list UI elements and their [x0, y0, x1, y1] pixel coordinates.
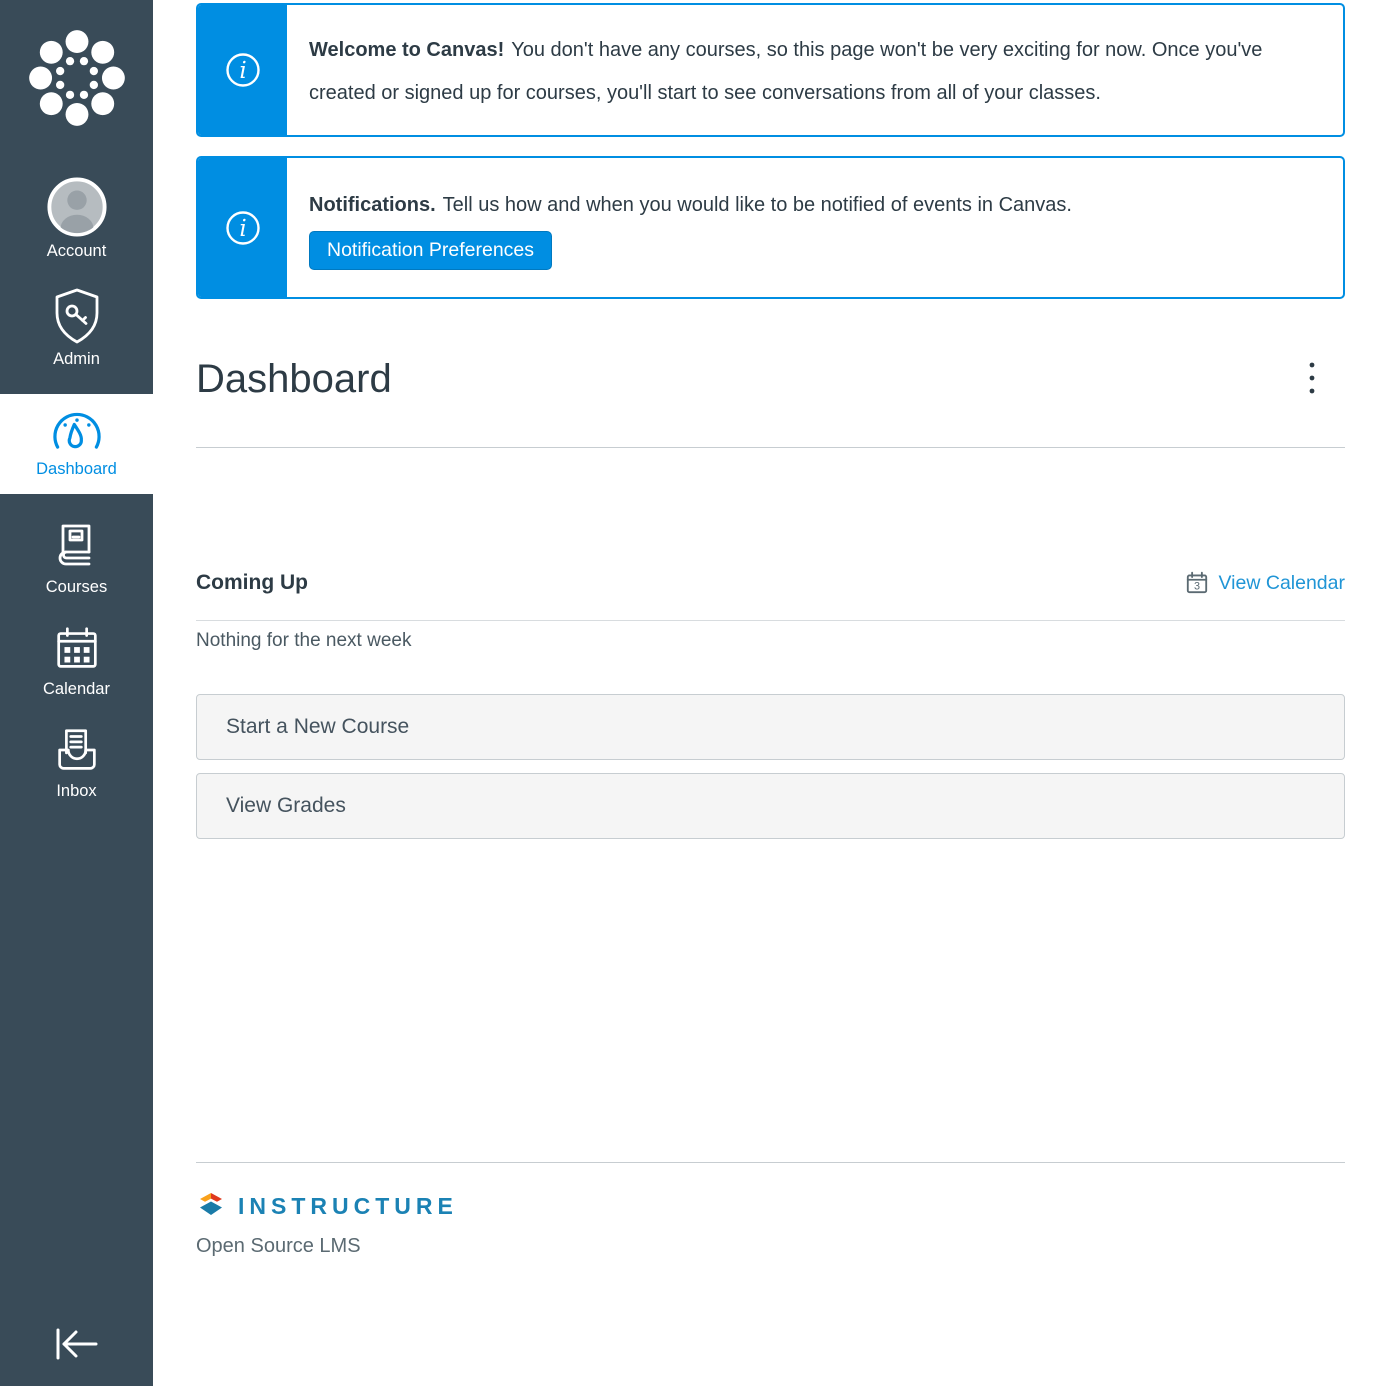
sidebar-item-label: Courses	[45, 578, 108, 596]
footer-tagline: Open Source LMS	[196, 1235, 361, 1257]
sidebar-item-label: Inbox	[56, 782, 97, 800]
sidebar-item-dashboard[interactable]	[0, 394, 153, 494]
kebab-menu-icon	[1308, 360, 1316, 396]
collapse-sidebar-button[interactable]	[0, 1318, 153, 1370]
svg-text:i: i	[238, 215, 247, 242]
sidebar-item-calendar[interactable]	[0, 622, 153, 700]
user-avatar-icon	[46, 176, 108, 238]
calendar-icon	[50, 622, 104, 676]
page-title: Dashboard	[196, 357, 392, 401]
start-new-course-button[interactable]: Start a New Course	[196, 694, 1345, 760]
alert-lead: Welcome to Canvas!	[309, 39, 505, 61]
svg-text:i: i	[238, 58, 247, 84]
footer	[196, 1162, 1345, 1258]
info-icon	[223, 50, 263, 90]
heading-divider	[196, 447, 1345, 448]
coming-up-title: Coming Up	[196, 571, 308, 594]
sidebar-item-courses[interactable]	[0, 518, 153, 598]
main-content	[153, 0, 1388, 1386]
sidebar-item-label: Calendar	[43, 680, 110, 698]
alert-message	[287, 158, 1102, 297]
view-grades-button[interactable]: View Grades	[196, 773, 1345, 839]
sidebar-nav	[0, 152, 153, 802]
instructure-wordmark[interactable]: INSTRUCTURE	[238, 1192, 458, 1219]
collapse-sidebar-icon	[51, 1323, 103, 1365]
view-calendar-label: View Calendar	[1218, 571, 1345, 594]
inbox-tray-icon	[50, 724, 104, 778]
canvas-logo-icon	[25, 26, 129, 130]
mini-calendar-icon	[1184, 570, 1210, 596]
alert-text: Tell us how and when you would like to be notified of events in Canvas.	[442, 194, 1072, 216]
alert-stripe	[198, 5, 287, 135]
sidebar	[0, 0, 153, 1386]
svg-text:3: 3	[1193, 580, 1200, 593]
canvas-logo[interactable]	[25, 26, 129, 130]
gauge-icon	[49, 408, 105, 456]
sidebar-item-label: Dashboard	[36, 460, 117, 478]
sidebar-item-inbox[interactable]	[0, 724, 153, 802]
sidebar-item-account[interactable]	[0, 176, 153, 262]
shield-key-icon	[49, 286, 105, 346]
sidebar-item-admin[interactable]	[0, 286, 153, 370]
alert-message	[287, 5, 1343, 135]
alert-stripe	[198, 158, 287, 297]
notification-preferences-button[interactable]: Notification Preferences	[309, 231, 552, 270]
sidebar-item-label: Admin	[53, 350, 100, 368]
view-calendar-link[interactable]	[1184, 570, 1345, 596]
alert-text: You don't have any courses, so this page won't be very exciting for now. Once you've created or signed up for courses, you'll start to see conversations from all of your classes.	[309, 39, 1263, 104]
dashboard-options-button[interactable]	[1291, 355, 1333, 401]
alert-welcome	[196, 3, 1345, 137]
sidebar-item-label: Account	[46, 242, 107, 260]
book-icon	[49, 518, 105, 574]
alert-lead: Notifications.	[309, 194, 436, 216]
alert-notifications	[196, 156, 1345, 299]
instructure-logo-icon	[196, 1191, 226, 1221]
coming-up-divider	[196, 620, 1345, 621]
info-icon	[223, 208, 263, 248]
coming-up-empty-message: Nothing for the next week	[196, 630, 412, 651]
footer-divider	[196, 1162, 1345, 1163]
